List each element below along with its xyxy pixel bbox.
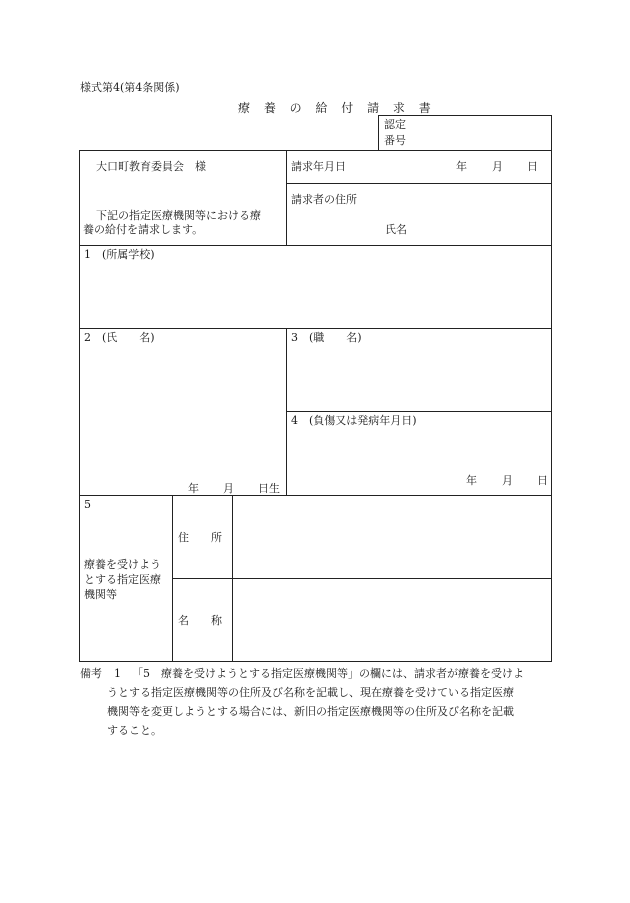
request-date-day: 日	[527, 160, 538, 173]
institution-address-label: 住 所	[178, 531, 222, 544]
section4-injury-date-label: 4 (負傷又は発病年月日)	[291, 414, 417, 427]
request-date-label: 請求年月日	[291, 160, 346, 173]
request-date-year: 年	[456, 160, 467, 173]
birth-day: 日生	[258, 482, 280, 495]
section3-position-label: 3 (職 名)	[291, 331, 362, 344]
request-date-month: 月	[492, 160, 503, 173]
section5-label-line2: とする指定医療	[84, 573, 161, 586]
section5-label-line1: 療養を受けよう	[84, 558, 161, 571]
requester-address-label: 請求者の住所	[291, 193, 357, 206]
approval-label-line1: 認定	[384, 118, 406, 131]
section1-school-label: 1 (所属学校)	[84, 248, 155, 261]
form-number: 様式第4(第4条関係)	[80, 81, 180, 94]
approval-label-line2: 番号	[384, 134, 406, 147]
notes-line4: すること。	[107, 724, 162, 737]
section2-name-label: 2 (氏 名)	[84, 331, 155, 344]
institution-name-label: 名 称	[178, 614, 222, 627]
notes-line3: 機関等を変更しようとする場合には、新旧の指定医療機関等の住所及び名称を記載	[107, 705, 514, 718]
notes-number: 1	[114, 667, 121, 680]
injury-month: 月	[502, 474, 513, 487]
request-text-line1: 下記の指定医療機関等における療	[96, 209, 261, 222]
notes-heading: 備考	[80, 667, 102, 680]
birth-month: 月	[223, 482, 234, 495]
injury-year: 年	[466, 474, 477, 487]
birth-year: 年	[188, 482, 199, 495]
form-title: 療 養 の 給 付 請 求 書	[238, 101, 436, 115]
request-text-line2: 養の給付を請求します。	[83, 223, 204, 236]
section5-label-line3: 機関等	[84, 588, 117, 601]
section5-number: 5	[84, 498, 91, 511]
addressee-name: 大口町教育委員会 様	[96, 160, 206, 173]
requester-name-label: 氏名	[385, 223, 407, 236]
notes-line2: うとする指定医療機関等の住所及び名称を記載し、現在療養を受けている指定医療	[107, 686, 514, 699]
injury-day: 日	[537, 474, 548, 487]
notes-line1: 「5 療養を受けようとする指定医療機関等」の欄には、請求者が療養を受けよ	[132, 667, 524, 680]
